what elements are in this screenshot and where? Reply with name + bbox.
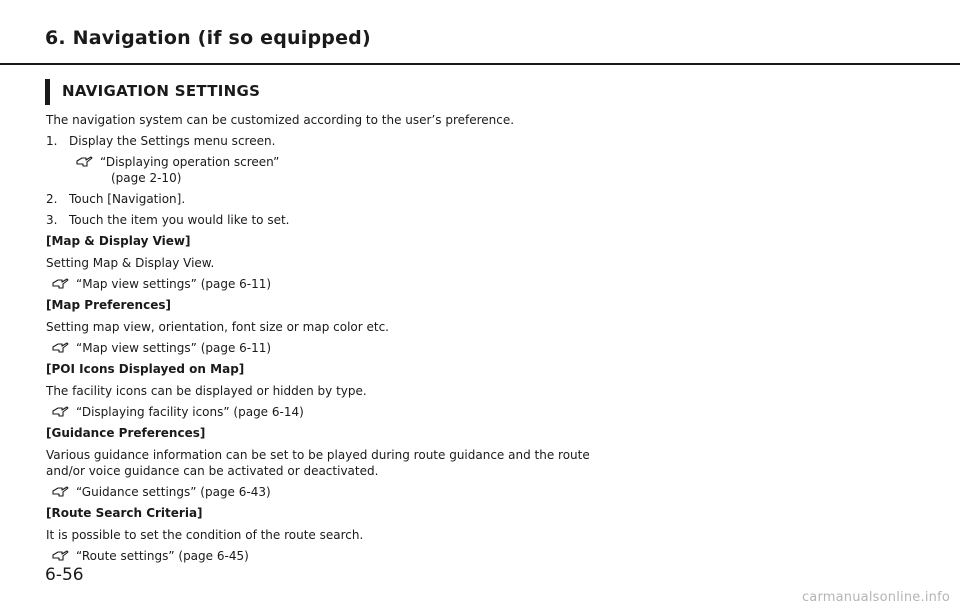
step-number: 2. [46,192,58,206]
document-body [46,112,666,569]
reference-page: (page 2-10) [111,171,182,185]
reference-text: “Map view settings” (page 6-11) [76,277,272,291]
cross-reference[interactable] [52,276,666,292]
reference-text: “Displaying operation screen” [100,155,280,169]
setting-item-description: It is possible to set the condition of the route search. [46,528,364,542]
reference-text: “Route settings” (page 6-45) [76,549,249,563]
step-text: Display the Settings menu screen. [69,134,276,148]
cross-reference[interactable] [52,340,666,356]
section-marker-bar [45,79,50,105]
chapter-title: 6. Navigation (if so equipped) [45,27,371,49]
pointing-hand-icon [52,405,70,419]
setting-item-title: [Guidance Preferences] [46,426,206,440]
setting-item-title: [POI Icons Displayed on Map] [46,362,245,376]
section-heading: NAVIGATION SETTINGS [62,82,261,100]
header-divider [0,63,960,65]
reference-text: “Map view settings” (page 6-11) [76,341,272,355]
description-line: and/or voice guidance can be activated or deactivated. [46,464,379,478]
setting-item-description [46,447,666,479]
watermark: carmanualsonline.info [801,590,950,605]
pointing-hand-icon [52,485,70,499]
step-item [46,212,666,228]
description-line: Various guidance information can be set to be played during route guidance and the route [46,448,590,462]
pointing-hand-icon [52,341,70,355]
cross-reference[interactable] [76,154,666,186]
reference-text: “Guidance settings” (page 6-43) [76,485,271,499]
cross-reference[interactable] [52,404,666,420]
intro-paragraph: The navigation system can be customized according to the user’s preference. [46,113,515,127]
step-number: 3. [46,213,58,227]
reference-text: “Displaying facility icons” (page 6-14) [76,405,304,419]
cross-reference[interactable] [52,484,666,500]
step-item [46,133,666,149]
setting-item-title: [Route Search Criteria] [46,506,203,520]
step-item [46,191,666,207]
page-number: 6-56 [45,565,84,585]
setting-item-description: The facility icons can be displayed or hidden by type. [46,384,367,398]
setting-item-description: Setting Map & Display View. [46,256,215,270]
cross-reference[interactable] [52,548,666,564]
step-number: 1. [46,134,58,148]
step-text: Touch [Navigation]. [69,192,186,206]
pointing-hand-icon [76,155,94,169]
setting-item-description: Setting map view, orientation, font size or map color etc. [46,320,389,334]
setting-item-title: [Map & Display View] [46,234,191,248]
setting-item-title: [Map Preferences] [46,298,171,312]
pointing-hand-icon [52,277,70,291]
step-text: Touch the item you would like to set. [69,213,290,227]
pointing-hand-icon [52,549,70,563]
